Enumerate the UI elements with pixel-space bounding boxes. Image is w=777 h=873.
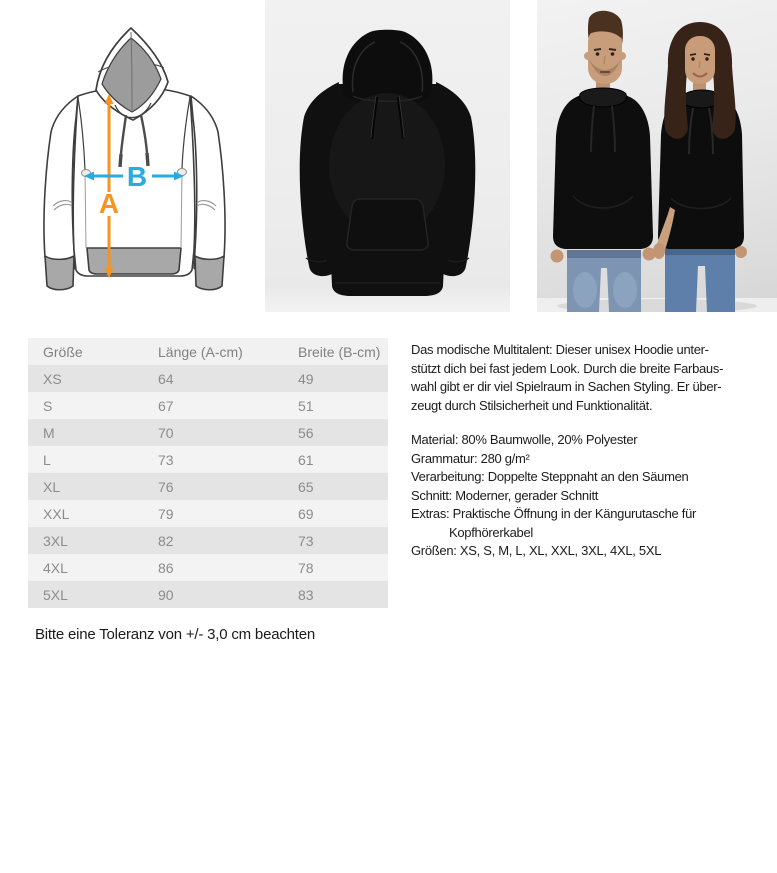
column-header-length: Länge (A-cm) [158,343,243,360]
table-row: S 67 51 [28,392,388,419]
size-table-body [28,365,388,608]
table-row: XS 64 49 [28,365,388,392]
table-row: M 70 56 [28,419,388,446]
size-table-header [28,338,388,365]
spec-schnitt: Schnitt: Moderner, gerader Schnitt [411,487,599,503]
woman-hand-left [653,243,665,259]
product-photo-models [537,0,777,312]
table-row: XL 76 65 [28,473,388,500]
size-diagram-image [20,10,250,310]
description-intro [411,341,777,415]
description-specs [411,431,777,561]
table-row: L 73 61 [28,446,388,473]
spec-verarbeitung: Verarbeitung: Doppelte Steppnaht an den Säumen [411,469,689,484]
product-description [411,341,777,561]
description-line: wahl gibt er dir viel Spielraum in Sachen Styling. Er über- [411,379,722,394]
tolerance-note: Bitte eine Toleranz von +/- 3,0 cm beachten [35,626,316,643]
black-hoodie-graphic [265,0,510,312]
spec-material: Material: 80% Baumwolle, 20% Polyester [411,432,638,447]
spec-extras: Extras: Praktische Öffnung in der Kängurutasche für [411,506,697,521]
kangaroo-pocket [347,199,428,250]
column-header-width: Breite (B-cm) [298,343,381,360]
product-photo-hoodie [265,0,510,312]
column-header-size: Größe [43,343,83,360]
man-hoodie [553,90,653,249]
table-row: 3XL 82 73 [28,527,388,554]
table-row: XXL 79 69 [28,500,388,527]
models-graphic [537,0,777,312]
description-line: zeugt durch Stilsicherheit und Funktionalität. [411,397,653,413]
size-table [28,338,388,608]
description-line: Das modische Multitalent: Dieser unisex Hoodie unter- [411,342,709,357]
man-hand-left [551,250,564,263]
female-model [653,22,747,312]
man-hood-bunch [580,88,627,107]
measurement-label-a: A [98,188,120,219]
measurement-label-b: B [126,161,148,192]
male-model [551,11,656,312]
table-row: 5XL 90 83 [28,581,388,608]
hoodie-measurement-diagram-graphic [20,10,250,310]
table-row: 4XL 86 78 [28,554,388,581]
spec-grammatur: Grammatur: 280 g/m² [411,450,530,466]
spec-groessen: Größen: XS, S, M, L, XL, XXL, 3XL, 4XL, 5XL [411,543,662,558]
woman-hand-right [735,246,747,258]
spec-extras-continued: Kopfhörerkabel [449,524,533,540]
description-line: stützt dich bei fast jedem Look. Durch die breite Farbaus- [411,360,724,376]
